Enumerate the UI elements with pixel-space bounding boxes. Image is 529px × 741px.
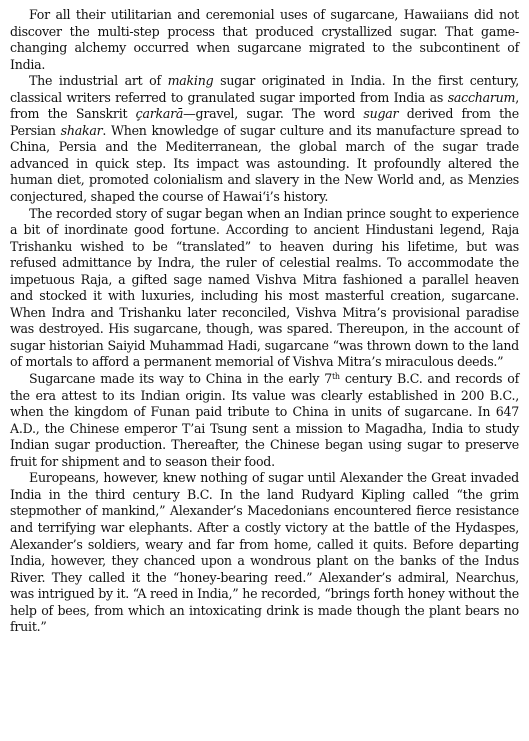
paragraph (10, 206, 519, 371)
text-run: . When knowledge of sugar culture and its manufacture spread to China, Persia and the Mediterranean, the global march of the sugar trade advanced in quick step. Its impact was astounding. It profoundly altered the human diet, promoted colonialism and slavery in the New World and, as Menzies conjectured, shaped the course of Hawai‘i’s history. (10, 122, 520, 205)
paragraph (10, 73, 519, 205)
text-run: The recorded story of sugar began when an Indian prince sought to experience a bit of inordinate good fortune. According to ancient Hindustani legend, Raja Trishanku wished to be “translated” to heaven during his lifetime, but was refused admittance by Indra, the ruler of celestial realms. To accommodate the impetuous Raja, a gifted sage named Vishva Mitra fashioned a parallel heaven and stocked it with luxuries, including his most masterful creation, sugarcane. When Indra and Trishanku later reconciled, Vishva Mitra’s provisional paradise was destroyed. His sugarcane, though, was spared. Thereupon, in the account of sugar historian Saiyid Muhammad Hadi, sugarcane “was thrown down to the land of mortals to afford a permanent memorial of Vishva Mitra’s miraculous deeds.” (10, 205, 519, 370)
text-run: For all their utilitarian and ceremonial uses of sugarcane, Hawaiians did not discover the multi-step process that produced crystallized sugar. That game-changing alchemy occurred when sugarcane migrated to the subcontinent of India. (10, 7, 519, 72)
superscript-text: th (331, 372, 340, 382)
text-run: century B.C. and records of the era attest to its Indian origin. Its value was clearly established in 200 B.C., when the kingdom of Funan paid tribute to China in units of sugarcane. In 647 A.D., the Chinese emperor T’ai Tsung sent a mission to Magadha, India to study Indian sugar production. Thereafter, the Chinese began using sugar to preserve fruit for shipment and to season their food. (10, 371, 519, 469)
text-run: derived from the Persian (10, 106, 519, 138)
text-run: The industrial art of (29, 73, 168, 89)
text-run: Europeans, however, knew nothing of sugar until Alexander the Great invaded India in the third century B.C. In the land Rudyard Kipling called “the grim stepmother of mankind,” Alexander’s Macedonians encountered fierce resistance and terrifying war elephants. After a costly victory at the battle of the Hydaspes, Alexander’s soldiers, weary and far from home, called it quits. Before departing India, however, they chanced upon a wondrous plant on the banks of the Indus River. They called it the “honey-bearing reed.” Alexander’s admiral, Nearchus, was intrigued by it. “A reed in India,” he recorded, “brings forth honey without the help of bees, from which an intoxicating drink is made though the plant bears no fruit.” (10, 470, 519, 635)
italic-text: shakar (60, 122, 103, 138)
text-run: Sugarcane made its way to China in the early 7 (29, 371, 332, 387)
italic-text: çarkarā (135, 106, 184, 122)
paragraph (10, 371, 519, 470)
paragraph (10, 470, 519, 635)
text-run: , from the Sanskrit (10, 89, 519, 122)
italic-text: making (167, 73, 214, 89)
paragraph (10, 7, 519, 73)
text-run: —gravel, sugar. The word (183, 106, 364, 122)
italic-text: saccharum (447, 89, 516, 105)
text-run: sugar originated in India. In the first century, classical writers referred to granulated sugar imported from India as (10, 73, 519, 105)
italic-text: sugar (363, 106, 399, 122)
